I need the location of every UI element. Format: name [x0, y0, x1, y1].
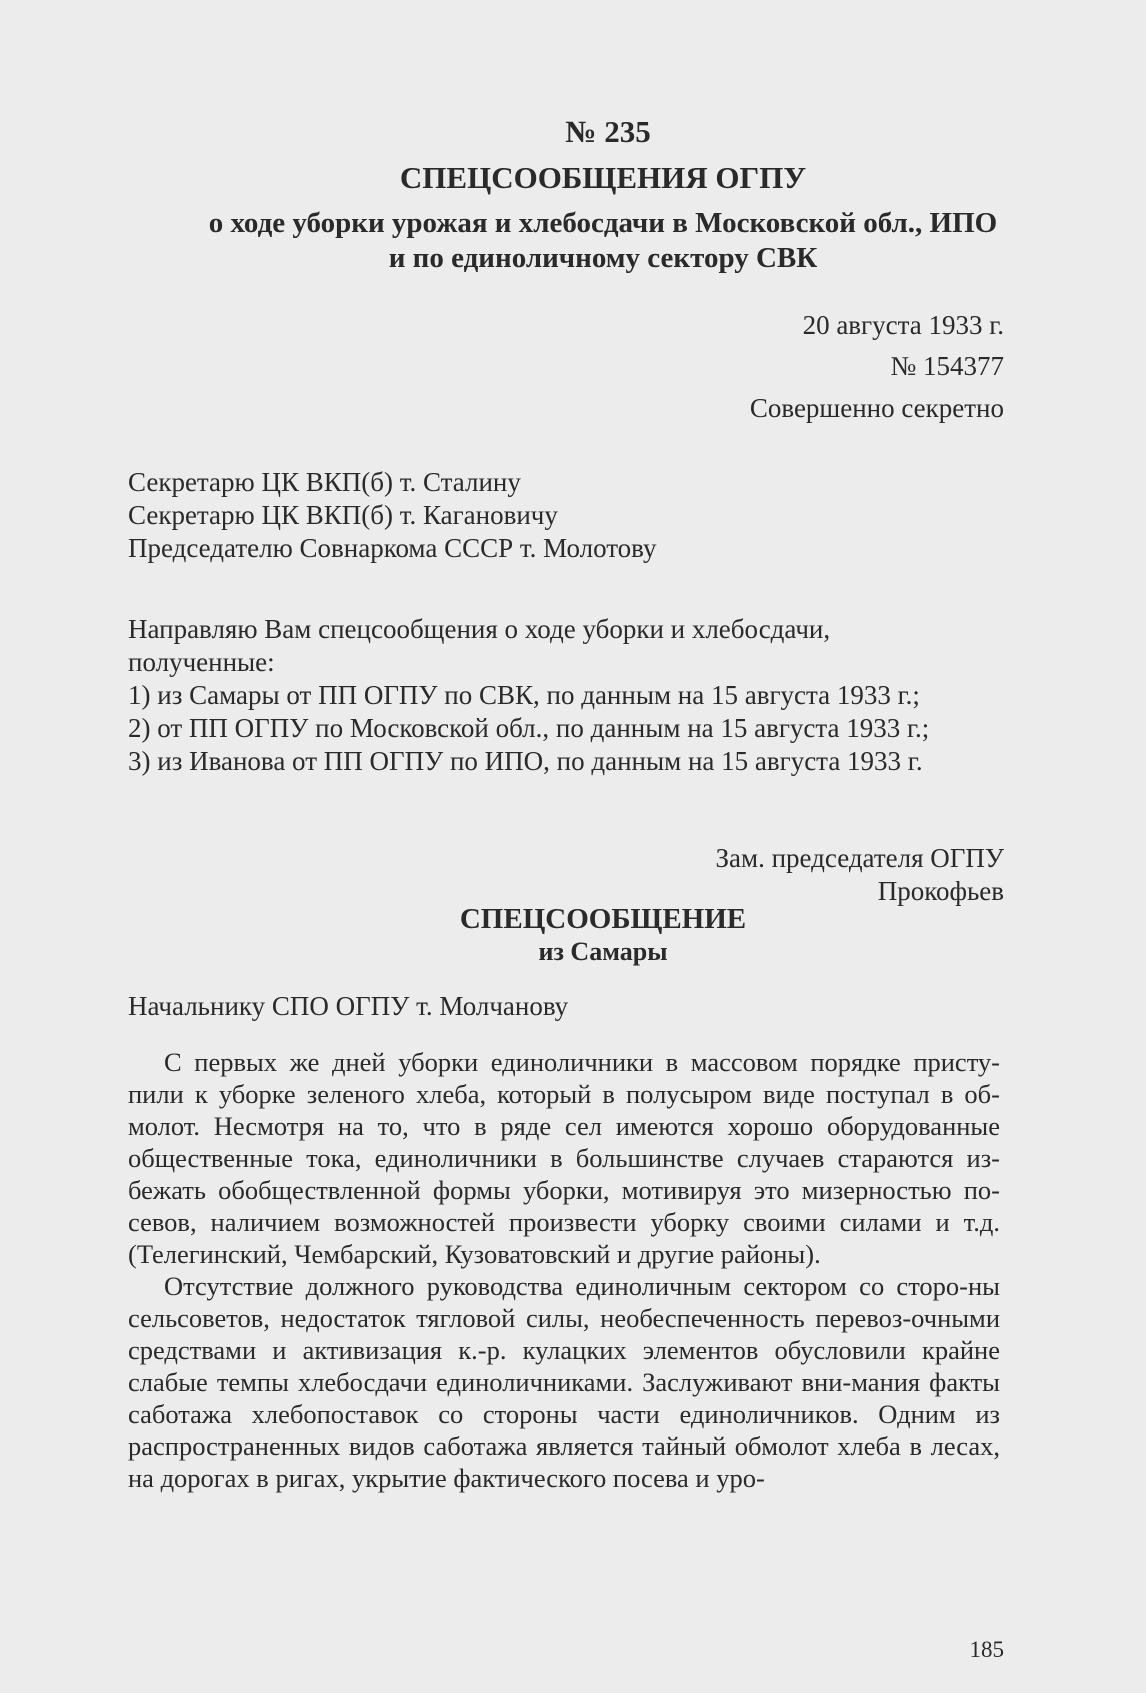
addressee-line-1: Секретарю ЦК ВКП(б) т. Сталину — [128, 467, 521, 497]
document-subtitle-line-1: о ходе уборки урожая и хлебосдачи в Московской обл., ИПО — [208, 207, 998, 239]
report-paragraph-2: Отсутствие должного руководства единоличным сектором со сторо-ны сельсоветов, недостаток тягловой силы, необеспеченность перевоз-очными средствами и активизация к.-р. кулацких элементов обусловили крайне слабые темпы хлебосдачи единоличниками. Заслуживают вни-мания факты саботажа хлебопоставок со стороны части единоличников. Одним из распространенных видов саботажа является тайный обмолот хлеба в лесах, на дорогах в ригах, укрытие фактического посева и уро- — [128, 1271, 1000, 1493]
cover-line-5: 3) из Иванова от ПП ОГПУ по ИПО, по данным на 15 августа 1933 г. — [128, 746, 923, 776]
report-paragraph-1: С первых же дней уборки единоличники в массовом порядке присту-пили к уборке зеленого хлеба, который в полусыром виде поступал в об-молот. Несмотря на то, что в ряде сел имеются хорошо оборудованные общественные тока, единоличники в большинстве случаев стараются из-бежать обобществленной формы уборки, мотивируя это мизерностью по-севов, наличием возможностей произвести уборку своими силами и т.д. (Телегинский, Чембарский, Кузоватовский и другие районы). — [128, 1047, 1000, 1269]
signature-name: Прокофьев — [877, 876, 1004, 906]
report-title: СПЕЦСООБЩЕНИЕ — [459, 903, 747, 935]
cover-line-4: 2) от ПП ОГПУ по Московской обл., по данным на 15 августа 1933 г.; — [128, 713, 930, 743]
document-subtitle-line-2: и по единоличному сектору СВК — [388, 242, 818, 274]
addressee-line-3: Председателю Совнаркома СССР т. Молотову — [128, 533, 657, 563]
page-number: 185 — [969, 1637, 1004, 1662]
document-date: 20 августа 1933 г. — [802, 310, 1004, 340]
document-number: № 235 — [565, 114, 651, 149]
addressee-line-2: Секретарю ЦК ВКП(б) т. Кагановичу — [128, 500, 558, 530]
document-title: СПЕЦСООБЩЕНИЯ ОГПУ — [399, 160, 807, 195]
cover-line-3: 1) из Самары от ПП ОГПУ по СВК, по данным на 15 августа 1933 г.; — [128, 680, 920, 710]
report-subtitle: из Самары — [538, 937, 668, 966]
report-body — [128, 1046, 1000, 1494]
report-addressee: Начальнику СПО ОГПУ т. Молчанову — [128, 991, 569, 1021]
cover-line-2: полученные: — [128, 647, 275, 677]
classification-stamp: Совершенно секретно — [749, 393, 1004, 423]
document-reg-number: № 154377 — [890, 351, 1004, 381]
signature-title: Зам. председателя ОГПУ — [715, 843, 1004, 873]
cover-line-1: Направляю Вам спецсообщения о ходе уборки и хлебосдачи, — [128, 614, 831, 644]
